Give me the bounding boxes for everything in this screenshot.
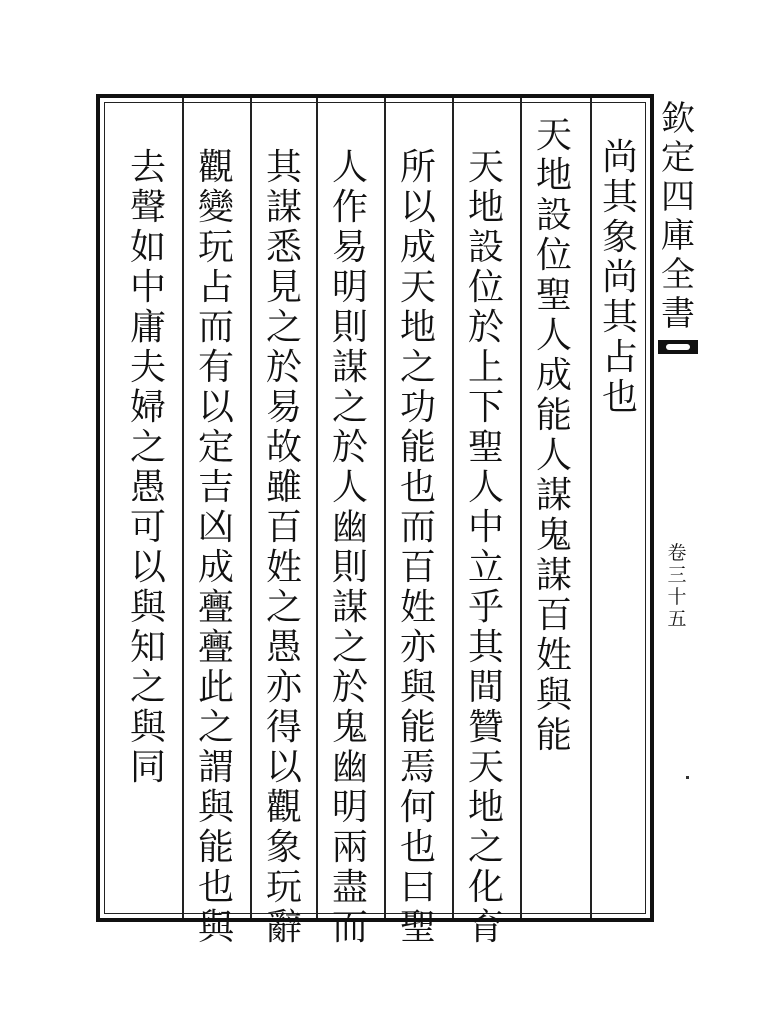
text-char: 於: [331, 427, 368, 468]
text-char: 之: [129, 667, 166, 708]
text-char: 去: [129, 147, 166, 188]
text-char: 天: [467, 747, 504, 788]
text-char: 成: [197, 547, 234, 588]
text-char: 育: [467, 907, 504, 948]
title-char: 欽: [661, 99, 695, 139]
text-char: 地: [535, 155, 572, 196]
text-char: 謂: [197, 747, 234, 788]
text-char: 明: [331, 787, 368, 828]
text-column-7: [194, 148, 238, 948]
text-char: 中: [129, 267, 166, 308]
text-char: 於: [265, 347, 302, 388]
text-char: 能: [399, 707, 436, 748]
text-char: 所: [399, 147, 436, 188]
text-char: 有: [197, 347, 234, 388]
text-char: 中: [467, 507, 504, 548]
text-char: 與: [197, 787, 234, 828]
text-char: 地: [467, 787, 504, 828]
text-column-3: [464, 148, 508, 948]
text-char: 聖: [467, 427, 504, 468]
text-char: 之: [129, 427, 166, 468]
text-char: 位: [467, 267, 504, 308]
text-char: 愚: [129, 467, 166, 508]
text-char: 謀: [265, 187, 302, 228]
text-column-8: [126, 148, 170, 788]
text-char: 而: [197, 307, 234, 348]
volume-label: [664, 542, 690, 630]
text-char: 占: [197, 267, 234, 308]
text-char: 能: [535, 715, 572, 756]
column-rule: [182, 98, 184, 918]
text-char: 以: [197, 387, 234, 428]
text-char: 易: [331, 227, 368, 268]
text-char: 可: [129, 507, 166, 548]
text-char: 之: [331, 387, 368, 428]
text-char: 亦: [265, 667, 302, 708]
collection-title: [656, 100, 700, 334]
text-char: 贊: [467, 707, 504, 748]
text-char: 占: [601, 337, 638, 378]
text-char: 明: [331, 267, 368, 308]
text-char: 之: [331, 627, 368, 668]
text-char: 兩: [331, 827, 368, 868]
text-char: 幽: [331, 507, 368, 548]
text-char: 以: [129, 547, 166, 588]
text-char: 與: [535, 675, 572, 716]
text-char: 聖: [535, 275, 572, 316]
text-char: 定: [197, 427, 234, 468]
text-char: 立: [467, 547, 504, 588]
text-char: 象: [265, 827, 302, 868]
text-char: 也: [601, 377, 638, 418]
page-frame: [96, 94, 654, 948]
text-column-6: [262, 148, 306, 948]
text-char: 則: [331, 307, 368, 348]
text-char: 天: [467, 147, 504, 188]
ink-speck: [686, 776, 689, 779]
text-char: 吉: [197, 467, 234, 508]
text-char: 謀: [331, 347, 368, 388]
text-char: 雖: [265, 467, 302, 508]
text-char: 百: [399, 547, 436, 588]
text-char: 玩: [265, 867, 302, 908]
text-char: 位: [535, 235, 572, 276]
text-char: 能: [535, 395, 572, 436]
text-char: 百: [535, 595, 572, 636]
text-char: 同: [129, 747, 166, 788]
text-char: 能: [197, 827, 234, 868]
title-char: 全: [661, 255, 695, 295]
text-char: 見: [265, 267, 302, 308]
title-char: 書: [661, 294, 695, 334]
text-char: 百: [265, 507, 302, 548]
text-char: 以: [399, 187, 436, 228]
text-char: 人: [331, 467, 368, 508]
text-char: 婦: [129, 387, 166, 428]
text-char: 觀: [197, 147, 234, 188]
text-char: 人: [535, 435, 572, 476]
text-char: 而: [331, 907, 368, 948]
text-char: 姓: [399, 587, 436, 628]
text-char: 辭: [265, 907, 302, 948]
text-char: 如: [129, 227, 166, 268]
text-column-4: [396, 148, 440, 948]
column-rule: [384, 98, 386, 918]
column-rule: [590, 98, 592, 918]
text-char: 其: [467, 627, 504, 668]
text-char: 其: [601, 177, 638, 218]
text-char: 故: [265, 427, 302, 468]
volume-char: 卷: [667, 542, 687, 564]
text-char: 也: [399, 467, 436, 508]
text-char: 間: [467, 667, 504, 708]
text-char: 地: [467, 187, 504, 228]
volume-char: 十: [667, 586, 687, 608]
text-char: 之: [197, 707, 234, 748]
text-char: 謀: [535, 475, 572, 516]
text-char: 人: [535, 315, 572, 356]
text-char: 謀: [331, 587, 368, 628]
text-char: 化: [467, 867, 504, 908]
text-char: 於: [331, 667, 368, 708]
text-char: 何: [399, 787, 436, 828]
text-char: 亦: [399, 627, 436, 668]
text-char: 與: [399, 667, 436, 708]
text-char: 能: [399, 427, 436, 468]
volume-char: 五: [667, 608, 687, 630]
text-char: 作: [331, 187, 368, 228]
text-char: 象: [601, 217, 638, 258]
text-char: 夫: [129, 347, 166, 388]
text-char: 成: [399, 227, 436, 268]
text-char: 則: [331, 547, 368, 588]
text-char: 功: [399, 387, 436, 428]
text-char: 聖: [399, 907, 436, 948]
text-char: 之: [265, 307, 302, 348]
column-rule: [520, 98, 522, 918]
text-char: 鬼: [535, 515, 572, 556]
text-char: 於: [467, 307, 504, 348]
text-column-2: [532, 116, 576, 756]
text-char: 設: [535, 195, 572, 236]
text-column-1: [598, 138, 642, 418]
text-char: 與: [129, 707, 166, 748]
text-char: 尚: [601, 137, 638, 178]
text-char: 得: [265, 707, 302, 748]
text-column-5: [328, 148, 372, 948]
text-char: 易: [265, 387, 302, 428]
text-char: 上: [467, 347, 504, 388]
text-char: 與: [197, 907, 234, 948]
text-char: 曰: [399, 867, 436, 908]
text-char: 與: [129, 587, 166, 628]
text-char: 也: [399, 827, 436, 868]
fish-tail-mark: [658, 340, 698, 354]
text-char: 知: [129, 627, 166, 668]
text-char: 盡: [331, 867, 368, 908]
text-char: 聲: [129, 187, 166, 228]
text-char: 愚: [265, 627, 302, 668]
text-char: 天: [399, 267, 436, 308]
text-char: 亹: [197, 587, 234, 628]
text-char: 凶: [197, 507, 234, 548]
text-char: 姓: [535, 635, 572, 676]
title-char: 四: [661, 177, 695, 217]
text-char: 其: [265, 147, 302, 188]
text-char: 之: [265, 587, 302, 628]
text-char: 姓: [265, 547, 302, 588]
title-char: 定: [661, 138, 695, 178]
text-char: 庸: [129, 307, 166, 348]
text-char: 地: [399, 307, 436, 348]
text-char: 也: [197, 867, 234, 908]
volume-char: 三: [667, 564, 687, 586]
text-char: 尚: [601, 257, 638, 298]
text-char: 之: [399, 347, 436, 388]
text-char: 觀: [265, 787, 302, 828]
text-char: 鬼: [331, 707, 368, 748]
text-char: 玩: [197, 227, 234, 268]
text-char: 謀: [535, 555, 572, 596]
text-char: 設: [467, 227, 504, 268]
text-char: 亹: [197, 627, 234, 668]
text-char: 幽: [331, 747, 368, 788]
text-char: 其: [601, 297, 638, 338]
text-char: 焉: [399, 747, 436, 788]
text-char: 天: [535, 115, 572, 156]
text-char: 乎: [467, 587, 504, 628]
title-char: 庫: [661, 216, 695, 256]
text-char: 人: [467, 467, 504, 508]
text-char: 此: [197, 667, 234, 708]
text-char: 變: [197, 187, 234, 228]
text-char: 下: [467, 387, 504, 428]
column-rule: [250, 98, 252, 918]
text-char: 之: [467, 827, 504, 868]
column-rule: [452, 98, 454, 918]
text-char: 悉: [265, 227, 302, 268]
text-char: 以: [265, 747, 302, 788]
text-char: 人: [331, 147, 368, 188]
text-char: 成: [535, 355, 572, 396]
column-rule: [316, 98, 318, 918]
text-char: 而: [399, 507, 436, 548]
page-margin-strip: [654, 94, 702, 922]
